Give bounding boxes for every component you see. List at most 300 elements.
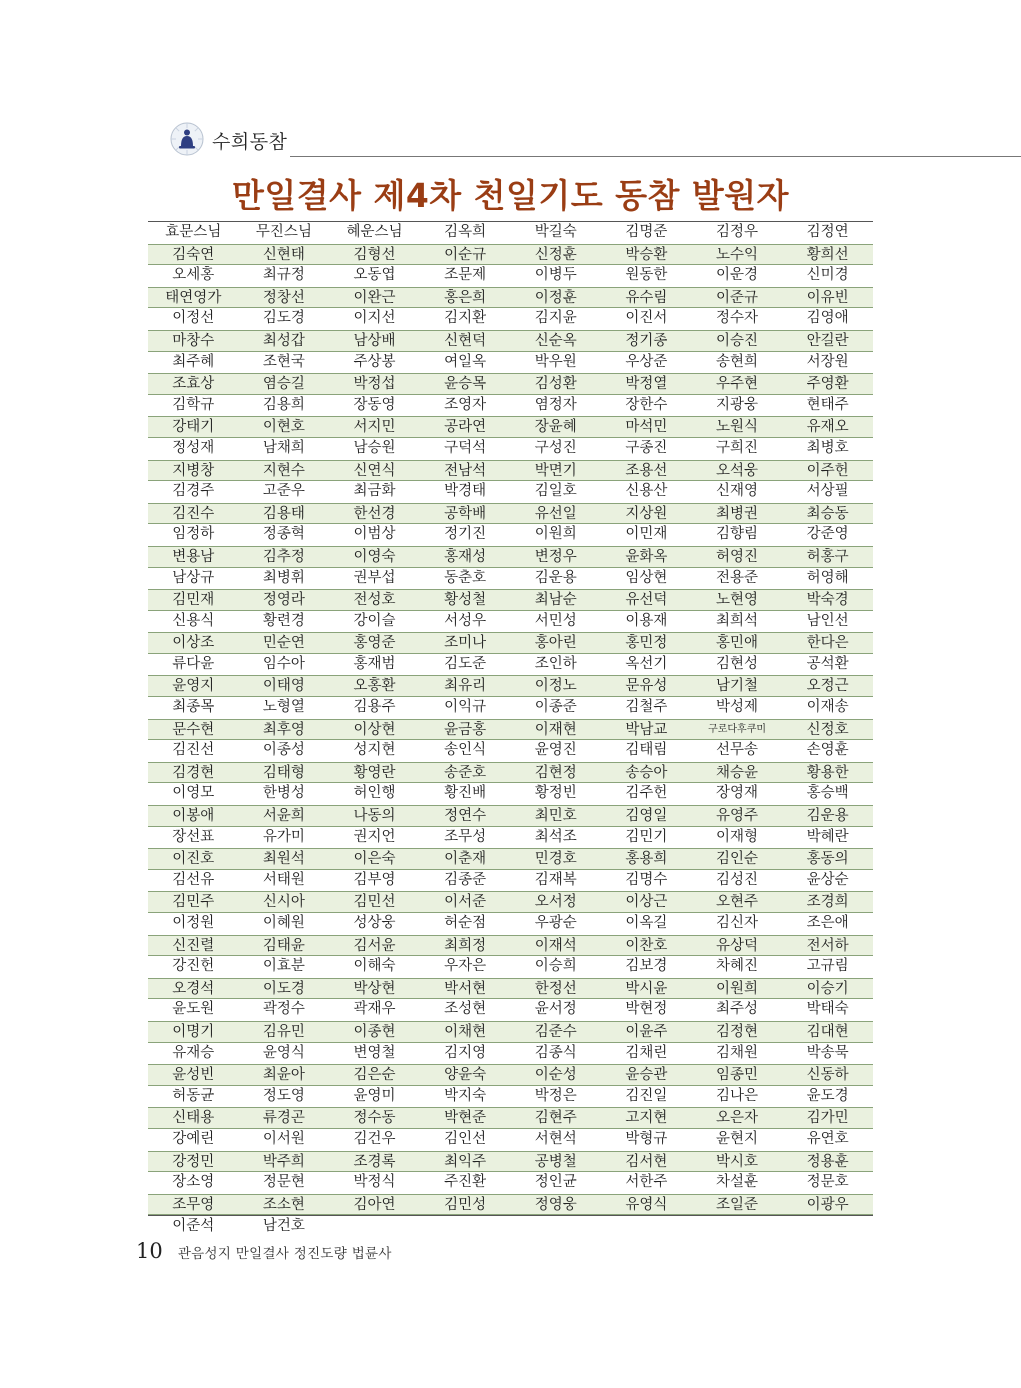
table-row [148,1064,873,1086]
participant-name: 정도영 [262,1087,305,1104]
section-header [170,118,1021,158]
participant-name: 이병두 [534,267,577,284]
participant-name: 김지영 [444,1044,487,1061]
participant-name: 홍재범 [353,655,396,672]
participant-name: 이정선 [172,310,215,327]
participant-name: 류다윤 [172,655,215,672]
participant-name: 정수동 [353,1110,396,1127]
participant-name: 김경현 [172,764,215,781]
participant-name: 장동영 [353,396,396,413]
participant-name: 조무성 [444,828,487,845]
participant-name: 최희정 [444,937,487,954]
table-row [148,654,873,676]
participant-name: 마석민 [625,419,668,436]
participant-name: 신순옥 [534,332,577,349]
participant-name: 윤상순 [806,871,849,888]
table-row [148,244,873,266]
table-row [148,330,873,352]
participant-name: 이운경 [716,267,759,284]
table-row [148,287,873,309]
participant-name: 허동균 [172,1087,215,1104]
section-rule [290,156,1021,157]
participant-name: 노수익 [716,246,759,263]
participant-name: 신현덕 [444,332,487,349]
participant-name: 강준영 [806,526,849,543]
participant-name: 김옥희 [444,224,487,240]
table-row [148,1172,873,1194]
participant-name: 최민호 [534,808,577,825]
participant-name: 정성재 [172,439,215,456]
participant-name: 서태원 [262,871,305,888]
participant-name: 김은순 [353,1067,396,1084]
participant-name: 김철주 [625,699,668,716]
participant-name: 이진서 [625,310,668,327]
participant-name: 김현성 [716,655,759,672]
participant-name: 황희선 [806,246,849,263]
participant-name: 오현주 [716,894,759,911]
table-row [148,1021,873,1043]
participant-name: 오은자 [716,1110,759,1127]
participant-name: 송인식 [444,742,487,759]
participant-name: 정인균 [534,1174,577,1191]
participant-name: 김경주 [172,483,215,500]
participant-name: 이민재 [625,526,668,543]
participant-name: 김정우 [716,224,759,240]
participant-name: 남승원 [353,439,396,456]
participant-name: 이순규 [444,246,487,263]
participant-name: 김채린 [625,1044,668,1061]
participant-name: 오홍환 [353,678,396,695]
participant-name: 신시아 [262,894,305,911]
participant-name: 박시호 [716,1153,759,1170]
participant-name: 이원희 [716,980,759,997]
participant-name: 이현호 [262,419,305,436]
participant-name: 이익규 [444,699,487,716]
participant-name: 서상필 [806,483,849,500]
participant-name: 강진헌 [172,958,215,975]
table-row [148,891,873,913]
participant-name: 김종식 [534,1044,577,1061]
participant-name: 박성제 [716,699,759,716]
participant-name: 강정민 [172,1153,215,1170]
table-row [148,1043,873,1065]
participant-name: 김인선 [444,1130,487,1147]
participant-name: 지상원 [625,505,668,522]
table-row [148,546,873,568]
participant-name: 이도경 [262,980,305,997]
participant-name: 장한수 [625,396,668,413]
participant-name: 이상조 [172,635,215,652]
table-row [148,1215,873,1237]
participant-name: 송준호 [444,764,487,781]
participant-name: 김학규 [172,396,215,413]
participant-name: 김준수 [534,1023,577,1040]
participant-name: 조영자 [444,396,487,413]
participant-name: 홍민애 [716,635,759,652]
participant-name: 옥선기 [625,655,668,672]
participant-name [511,1216,602,1237]
buddha-emblem-icon [170,122,204,156]
participant-name: 조무영 [172,1196,215,1213]
participant-name: 서성우 [444,612,487,629]
page-title: 만일결사 제4차 천일기도 동참 발원자 [231,176,790,215]
participant-name: 홍동의 [806,851,849,868]
participant-name: 홍용희 [625,851,668,868]
participant-name: 김민선 [353,894,396,911]
participant-name: 우자은 [444,958,487,975]
participant-name: 이재석 [534,937,577,954]
participant-name: 조일준 [716,1196,759,1213]
participant-name: 김대현 [806,1023,849,1040]
participant-name: 윤성빈 [172,1067,215,1084]
participant-name: 남인선 [806,612,849,629]
participant-name: 정창선 [262,289,305,306]
participant-name: 이승진 [716,332,759,349]
participant-name [782,1216,873,1237]
participant-name: 남채희 [262,439,305,456]
participant-name: 이승기 [806,980,849,997]
participant-name: 신재영 [716,483,759,500]
participant-name: 김도준 [444,655,487,672]
participant-name: 이범상 [353,526,396,543]
table-row [148,611,873,633]
participant-name: 구종진 [625,439,668,456]
participant-name: 김정현 [716,1023,759,1040]
participant-name: 서윤희 [262,808,305,825]
participant-name: 김주헌 [625,785,668,802]
participant-name: 송현희 [716,353,759,370]
participant-name: 이준규 [716,289,759,306]
participant-name: 정문호 [806,1174,849,1191]
participant-name: 최남순 [534,592,577,609]
participant-name: 최주성 [716,1001,759,1018]
participant-name: 김유민 [262,1023,305,1040]
participant-name: 홍민정 [625,635,668,652]
participant-name: 민경호 [534,851,577,868]
participant-name: 남상배 [353,332,396,349]
participant-name: 김건우 [353,1130,396,1147]
participant-name: 신용산 [625,483,668,500]
participant-name: 유상덕 [716,937,759,954]
participant-name: 이진호 [172,851,215,868]
participant-name: 김향림 [716,526,759,543]
participant-name: 박우원 [534,353,577,370]
participant-name: 이옥길 [625,915,668,931]
participant-name: 노현영 [716,592,759,609]
participant-name: 박서현 [444,980,487,997]
participant-name: 현태주 [806,396,849,413]
participant-name: 박현정 [625,1001,668,1018]
participant-name: 강이슬 [353,612,396,629]
participant-name: 김성진 [716,871,759,888]
participant-name: 허인행 [353,785,396,802]
table-row [148,416,873,438]
participant-name: 남상규 [172,569,215,586]
participant-name: 서한주 [625,1174,668,1191]
participant-name: 윤화옥 [625,548,668,565]
participant-name: 무진스님 [255,224,312,240]
participant-name: 여일옥 [444,353,487,370]
participant-name: 문수현 [172,721,215,738]
participant-name: 박주희 [262,1153,305,1170]
participant-name: 임수아 [262,655,305,672]
participant-name: 곽재우 [353,1001,396,1018]
table-row [148,1194,873,1216]
participant-name: 신용식 [172,612,215,629]
participant-name: 이춘재 [444,851,487,868]
table-row [148,481,873,503]
participant-name: 동춘호 [444,569,487,586]
table-row [148,935,873,957]
participant-name: 선무송 [716,742,759,759]
participant-name: 정수자 [716,310,759,327]
participant-name: 이종현 [353,1023,396,1040]
participant-name: 안길란 [806,332,849,349]
participant-name: 박남교 [625,721,668,738]
participant-name: 김용태 [262,505,305,522]
participant-name: 오동엽 [353,267,396,284]
participant-name: 노형열 [262,699,305,716]
participant-name: 장선표 [172,828,215,845]
participant-name: 김진선 [172,742,215,759]
participant-name: 장윤혜 [534,419,577,436]
participant-name: 김보경 [625,958,668,975]
participant-name: 박정섭 [353,376,396,393]
participant-name: 김숙연 [172,246,215,263]
table-row [148,805,873,827]
table-row [148,222,873,244]
participant-name: 강예린 [172,1130,215,1147]
participant-name: 박승환 [625,246,668,263]
participant-name: 이유빈 [806,289,849,306]
participant-name: 염승길 [262,376,305,393]
participant-name: 이원희 [534,526,577,543]
participant-name: 이완근 [353,289,396,306]
participant-name: 전서하 [806,937,849,954]
participant-name: 지현수 [262,462,305,479]
participant-name: 유선일 [534,505,577,522]
table-row [148,568,873,590]
participant-name: 노원식 [716,419,759,436]
participant-name: 신동하 [806,1067,849,1084]
page-footer [136,1239,392,1269]
participant-name: 송승아 [625,764,668,781]
participant-name: 김아연 [353,1196,396,1213]
participant-name: 서민성 [534,612,577,629]
participant-name: 황련경 [262,612,305,629]
participant-name: 이재형 [716,828,759,845]
participant-name: 류경곤 [262,1110,305,1127]
section-label: 수희동참 [212,131,288,153]
table-row [148,1151,873,1173]
participant-name: 곽정수 [262,1001,305,1018]
participant-name: 이찬호 [625,937,668,954]
participant-name: 최후영 [262,721,305,738]
participant-name: 김종준 [444,871,487,888]
participant-name: 공라연 [444,419,487,436]
participant-name: 김민주 [172,894,215,911]
participant-name: 이상근 [625,894,668,911]
participant-name: 박경태 [444,483,487,500]
participant-name: 남건호 [262,1218,305,1235]
page-number: 10 [136,1239,163,1263]
participant-name: 김지환 [444,310,487,327]
participant-name: 박상현 [353,980,396,997]
participant-name: 조성현 [444,1001,487,1018]
participant-name: 박정은 [534,1087,577,1104]
participant-name: 유가미 [262,828,305,845]
participant-name: 이재송 [806,699,849,716]
participant-name: 홍재성 [444,548,487,565]
participant-name: 태연영가 [165,289,222,306]
table-row [148,675,873,697]
participant-name: 김용희 [262,396,305,413]
participant-name: 염정자 [534,396,577,413]
participant-name: 장영재 [716,785,759,802]
participant-name: 유재오 [806,419,849,436]
participant-name: 차혜진 [716,958,759,975]
participant-name: 김영애 [806,310,849,327]
participant-name: 우주현 [716,376,759,393]
participant-name [420,1216,511,1237]
participant-name: 김성환 [534,376,577,393]
participant-name: 박정열 [625,376,668,393]
participant-name: 나동의 [353,808,396,825]
participant-name: 김용주 [353,699,396,716]
participant-name: 홍영준 [353,635,396,652]
participant-name: 주영환 [806,376,849,393]
participant-name: 이광우 [806,1196,849,1213]
participant-name: 정기종 [625,332,668,349]
participant-name: 혜운스님 [346,224,403,240]
participant-name: 조현국 [262,353,305,370]
participant-name: 효문스님 [165,224,222,240]
participant-name [601,1216,692,1237]
participant-name [692,1216,783,1237]
table-row [148,1107,873,1129]
participant-name: 임상현 [625,569,668,586]
participant-name: 허홍구 [806,548,849,565]
participant-name: 박형규 [625,1130,668,1147]
participant-name: 마창수 [172,332,215,349]
participant-name: 최규정 [262,267,305,284]
participant-name: 이태영 [262,678,305,695]
participant-name: 김나은 [716,1087,759,1104]
participant-name: 서장원 [806,353,849,370]
participant-name: 이해숙 [353,958,396,975]
participant-name: 김현주 [534,1110,577,1127]
table-row [148,438,873,460]
table-row [148,632,873,654]
participant-name: 신진렬 [172,937,215,954]
participant-name: 임종민 [716,1067,759,1084]
participant-name: 황성철 [444,592,487,609]
participant-name: 김추정 [262,548,305,565]
participant-name: 박길숙 [534,224,577,240]
participant-name: 변영철 [353,1044,396,1061]
participant-name: 김민성 [444,1196,487,1213]
participant-name: 황용한 [806,764,849,781]
participant-name: 김채원 [716,1044,759,1061]
participant-name: 권부섭 [353,569,396,586]
participant-name: 박태숙 [806,1001,849,1018]
participant-name: 김일호 [534,483,577,500]
table-row [148,827,873,849]
participant-name: 주상봉 [353,353,396,370]
participant-name: 서현석 [534,1130,577,1147]
participant-name: 성상웅 [353,915,396,931]
participant-name: 구희진 [716,439,759,456]
table-row [148,697,873,719]
participant-name: 정영웅 [534,1196,577,1213]
participant-name: 김선유 [172,871,215,888]
participant-name: 윤승관 [625,1067,668,1084]
participant-name: 허영진 [716,548,759,565]
participant-name: 최성갑 [262,332,305,349]
participant-name: 장소영 [172,1174,215,1191]
participant-name: 원동한 [625,267,668,284]
table-row [148,352,873,374]
participant-name: 박면기 [534,462,577,479]
participant-name: 허영해 [806,569,849,586]
participant-name: 최금화 [353,483,396,500]
participant-name: 공학배 [444,505,487,522]
participant-name: 황정빈 [534,785,577,802]
participant-name: 윤영지 [172,678,215,695]
participant-name: 김재복 [534,871,577,888]
participant-name: 구덕석 [444,439,487,456]
participant-name: 이정훈 [534,289,577,306]
participant-name: 박지숙 [444,1087,487,1104]
participant-name: 주진환 [444,1174,487,1191]
participant-name: 박숙경 [806,592,849,609]
participant-name: 양윤숙 [444,1067,487,1084]
participant-name: 지광웅 [716,396,759,413]
participant-name: 이상현 [353,721,396,738]
participant-name: 한정선 [534,980,577,997]
participant-name: 정용훈 [806,1153,849,1170]
participant-name: 공병철 [534,1153,577,1170]
participant-name: 유수림 [625,289,668,306]
participant-name: 조미나 [444,635,487,652]
participant-name: 전남석 [444,462,487,479]
participant-name: 황영란 [353,764,396,781]
participant-name: 남기철 [716,678,759,695]
participant-name: 최원석 [262,851,305,868]
participant-name: 황진배 [444,785,487,802]
participant-name: 유재승 [172,1044,215,1061]
table-row [148,740,873,762]
participant-name: 조문제 [444,267,487,284]
participant-name: 김진일 [625,1087,668,1104]
participant-name: 허순점 [444,915,487,931]
participant-name: 임정하 [172,526,215,543]
participant-name: 성지현 [353,742,396,759]
participant-name: 차설훈 [716,1174,759,1191]
participant-name: 김서윤 [353,937,396,954]
table-row [148,762,873,784]
participant-name: 조소현 [262,1196,305,1213]
participant-name: 이순성 [534,1067,577,1084]
participant-name: 신정훈 [534,246,577,263]
participant-name: 김운용 [534,569,577,586]
participant-name: 최병휘 [262,569,305,586]
participant-name: 김민기 [625,828,668,845]
participant-name: 최익주 [444,1153,487,1170]
participant-name: 이명기 [172,1023,215,1040]
participant-name: 박현준 [444,1110,487,1127]
participant-name: 구로다후쿠미 [708,723,767,735]
